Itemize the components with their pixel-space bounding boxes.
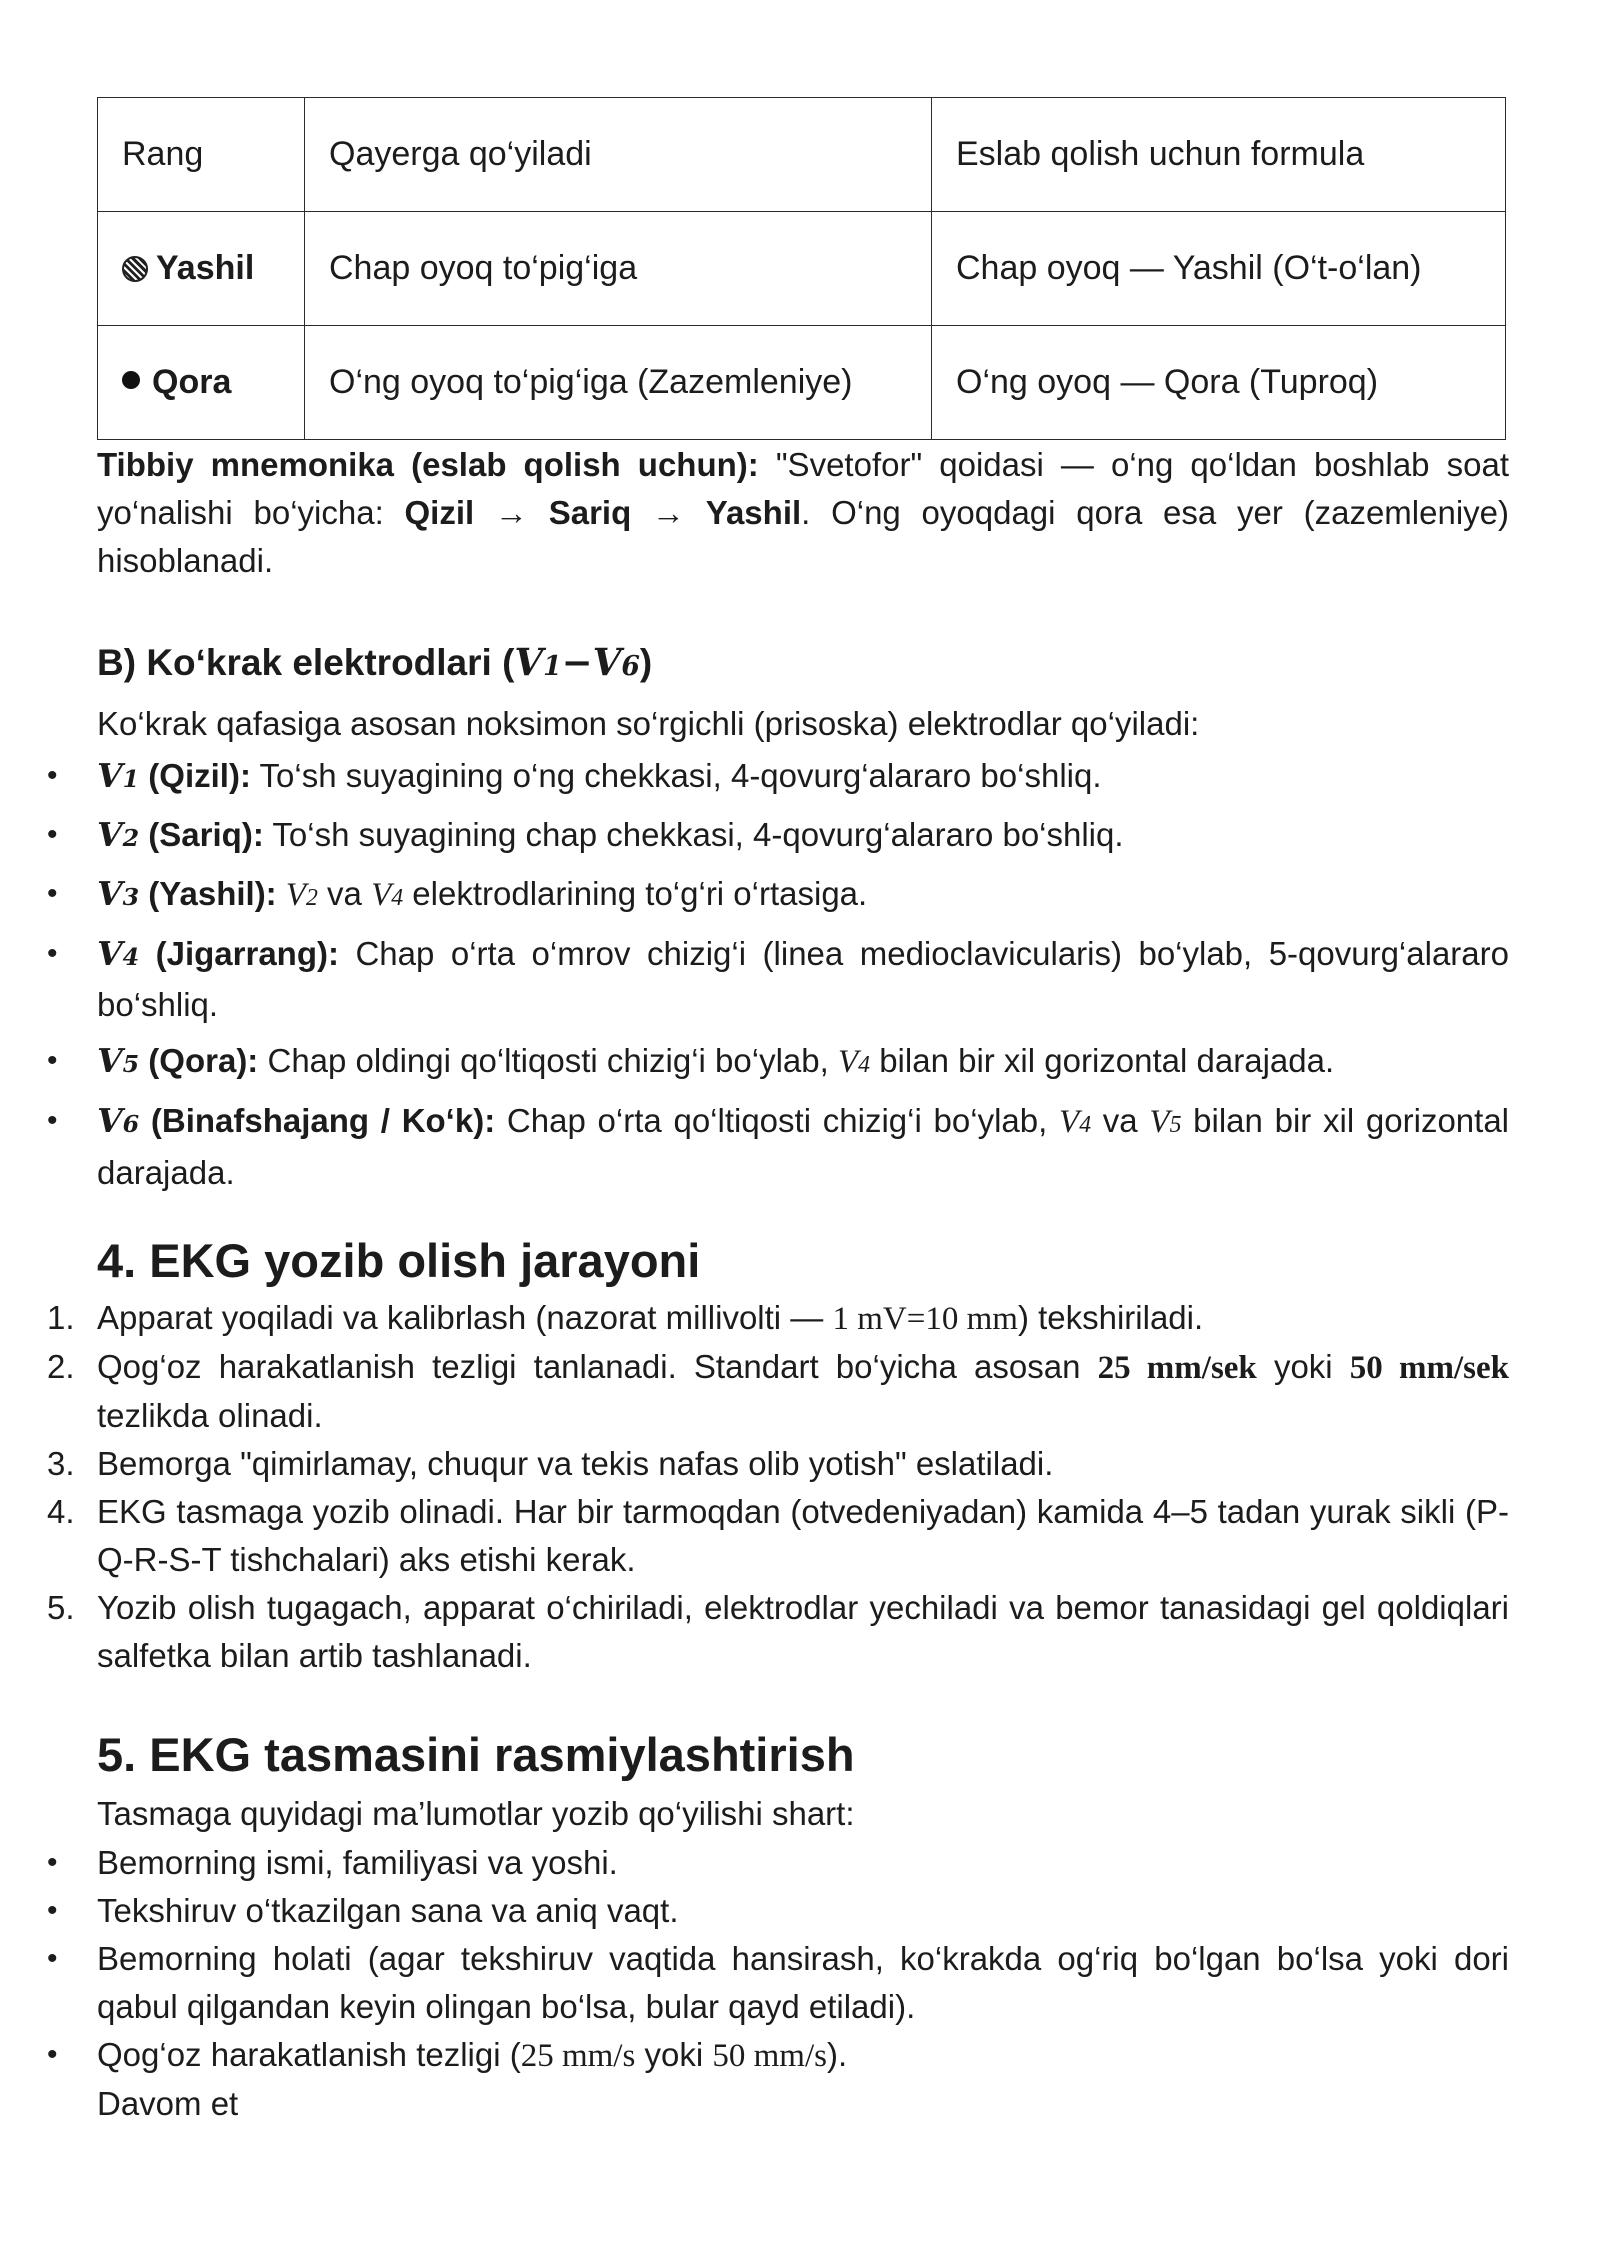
math-ref: V4: [837, 1044, 871, 1080]
tape-info-list: [97, 1839, 1509, 2080]
step-text: Qog‘oz harakatlanish tezligi tanlanadi. Standart bo‘yicha asosan: [97, 1348, 1098, 1385]
section-b-intro: Ko‘krak qafasiga asosan noksimon so‘rgichli (prisoska) elektrodlar qo‘yiladi:: [97, 705, 1200, 742]
list-item: [47, 1584, 1509, 1680]
electrode-symbol: [97, 1041, 139, 1080]
electrode-text: bilan bir xil gorizontal darajada.: [870, 1042, 1335, 1079]
mnemonic-label: Tibbiy mnemonika (eslab qolish uchun):: [97, 446, 759, 483]
hatched-circle-icon: [122, 256, 148, 282]
step-text: Yozib olish tugagach, apparat o‘chiriladi, elektrodlar yechiladi va bemor tanasidagi gel qoldiqlari salfetka bilan artib tashlanadi.: [97, 1589, 1509, 1674]
electrode-symbol: [97, 934, 139, 973]
heading-text: B) Ko‘krak elektrodlari (: [97, 642, 515, 683]
electrode-text: To‘sh suyagining o‘ng chekkasi, 4-qovurg‘alararo bo‘shliq.: [250, 757, 1102, 794]
list-item: [47, 1343, 1509, 1440]
electrode-symbol: [97, 756, 139, 795]
table-header-cell: Qayerga qo‘yiladi: [305, 98, 932, 212]
table-row: [98, 212, 1506, 326]
list-item: [97, 2031, 1509, 2080]
list-number: 1.: [47, 1299, 75, 1336]
math-ref: V4: [371, 877, 404, 913]
mnemonic-paragraph: [97, 441, 1509, 585]
heading-text: ): [639, 642, 653, 683]
step-text: Bemorga "qimirlamay, chuqur va tekis nafas olib yotish" eslatiladi.: [97, 1445, 1054, 1482]
math-v1: V1−V6: [514, 640, 640, 684]
electrode-text: elektrodlarining to‘g‘ri o‘rtasiga.: [403, 875, 868, 912]
math-ref: V5: [1149, 1104, 1182, 1140]
math-subscript: 5: [1169, 1112, 1182, 1138]
math-letter: V: [97, 1041, 123, 1080]
step-text: Apparat yoqiladi va kalibrlash (nazorat millivolti —: [97, 1299, 833, 1336]
list-item: [97, 870, 1509, 922]
list-item: [97, 1037, 1509, 1089]
list-item: [47, 1488, 1509, 1584]
math-subscript: 1: [122, 765, 140, 793]
list-item: [97, 930, 1509, 1029]
list-item: • Bemorning ismi, familiyasi va yoshi.: [97, 1839, 1509, 1887]
list-item: [97, 1097, 1509, 1197]
math-subscript: 6: [122, 1110, 140, 1138]
list-item: [97, 752, 1509, 803]
math-subscript: 3: [122, 883, 140, 911]
electrode-label: (Sariq):: [139, 816, 264, 853]
step-text: yoki: [1256, 1348, 1350, 1385]
table-header-cell: Rang: [98, 98, 305, 212]
section-5-intro: Tasmaga quyidagi ma’lumotlar yozib qo‘yilishi shart:: [97, 1795, 855, 1832]
mnemonic-text: "Svetofor" qoidasi — o‘ng qo‘ldan boshlab soat yo‘nalishi bo‘yicha:: [97, 446, 1509, 531]
electrode-text: va: [317, 875, 372, 912]
step-text: EKG tasmaga yozib olinadi. Har bir tarmoqdan (otvedeniyadan) kamida 4–5 tadan yurak sikli (P-Q-R-S-T tishchalari) aks etishi kerak.: [97, 1493, 1509, 1578]
math-expression: 50 mm/s: [712, 2038, 827, 2074]
math-expression: 1 mV=10 mm: [832, 1301, 1018, 1337]
list-number: 3.: [47, 1445, 75, 1482]
math-subscript: 5: [122, 1050, 140, 1078]
electrode-text: va: [1091, 1102, 1150, 1139]
math-expression: 25 mm/sek: [1097, 1350, 1257, 1386]
electrode-text: Chap o‘rta o‘mrov chizig‘i (linea medioclavicularis) bo‘ylab, 5-qovurg‘alararo bo‘shliq.: [97, 935, 1509, 1023]
list-item: • Tekshiruv o‘tkazilgan sana va aniq vaqt.: [97, 1887, 1509, 1935]
math-letter: V: [97, 815, 123, 854]
math-letter: V: [97, 874, 123, 913]
section-4-heading: 4. EKG yozib olish jarayoni: [97, 1234, 701, 1287]
list-number: 2.: [47, 1348, 75, 1385]
math-subscript: 2: [306, 885, 318, 911]
electrode-text: Chap oldingi qo‘ltiqosti chizig‘i bo‘ylab,: [258, 1042, 838, 1079]
list-item: [97, 811, 1509, 862]
electrode-label: (Qora):: [139, 1042, 259, 1079]
section-b-heading: [97, 640, 652, 684]
chest-electrode-list: [97, 752, 1509, 1197]
math-subscript: 2: [122, 824, 140, 852]
math-subscript: 4: [858, 1052, 871, 1078]
table-cell-where: Chap oyoq to‘pig‘iga: [305, 212, 932, 326]
table-cell-formula: O‘ng oyoq — Qora (Tuproq): [932, 326, 1506, 440]
list-number: 4.: [47, 1493, 75, 1530]
math-subscript: 4: [1079, 1112, 1092, 1138]
electrode-label: (Qizil):: [139, 757, 251, 794]
list-item: • Bemorning holati (agar tekshiruv vaqtida hansirash, ko‘krakda og‘riq bo‘lgan bo‘lsa yoki dori qabul qilgandan keyin olingan bo‘lsa, bular qayd etiladi).: [97, 1935, 1509, 2031]
recording-steps-list: [47, 1294, 1509, 1680]
electrode-text: Chap o‘rta qo‘ltiqosti chizig‘i bo‘ylab,: [495, 1102, 1060, 1139]
mnemonic-color: Qizil: [404, 494, 475, 531]
step-text: ) tekshiriladi.: [1017, 1299, 1204, 1336]
color-name: Qora: [152, 363, 232, 401]
table-cell-color: [98, 326, 305, 440]
electrode-text: To‘sh suyagining chap chekkasi, 4-qovurg‘alararo bo‘shliq.: [263, 816, 1124, 853]
electrode-symbol: [97, 1101, 139, 1140]
table-header-cell: Eslab qolish uchun formula: [932, 98, 1506, 212]
mnemonic-color: Sariq: [548, 494, 632, 531]
electrode-symbol: [97, 815, 139, 854]
color-name: Yashil: [156, 249, 255, 287]
arrow-icon: →: [631, 494, 706, 531]
math-letter: V: [97, 934, 123, 973]
list-item: [47, 1294, 1509, 1343]
mnemonic-text: . O‘ng oyoqdagi qora esa yer (zazemleniye) hisoblanadi.: [97, 494, 1509, 579]
item-text: Qog‘oz harakatlanish tezligi (: [97, 2036, 521, 2073]
electrode-symbol: [97, 874, 139, 913]
table-row: [98, 326, 1506, 440]
math-letter: V: [97, 1101, 123, 1140]
math-subscript: 4: [391, 885, 404, 911]
math-ref: V2: [285, 877, 318, 913]
math-subscript: 4: [122, 943, 140, 971]
table-cell-formula: Chap oyoq — Yashil (O‘t-o‘lan): [932, 212, 1506, 326]
math-expression: 25 mm/s: [520, 2038, 636, 2074]
electrode-color-table: [97, 97, 1506, 440]
item-text: ).: [826, 2036, 848, 2073]
math-letter: V: [97, 756, 123, 795]
math-ref: V4: [1059, 1104, 1092, 1140]
continue-text: Davom et: [97, 2085, 239, 2122]
mnemonic-color: Yashil: [705, 494, 802, 531]
electrode-label: (Binafshajang / Ko‘k):: [139, 1102, 496, 1139]
list-item: [47, 1440, 1509, 1488]
table-cell-where: O‘ng oyoq to‘pig‘iga (Zazemleniye): [305, 326, 932, 440]
black-circle-icon: [122, 371, 140, 389]
item-text: yoki: [635, 2036, 713, 2073]
math-expression: 50 mm/sek: [1349, 1350, 1509, 1386]
table-header-row: [98, 98, 1506, 212]
electrode-label: (Yashil):: [139, 875, 277, 912]
section-5-heading: 5. EKG tasmasini rasmiylashtirish: [97, 1728, 855, 1781]
table-cell-color: [98, 212, 305, 326]
arrow-icon: →: [474, 494, 549, 531]
electrode-label: (Jigarrang):: [139, 935, 339, 972]
electrode-text: bilan bir xil gorizontal darajada.: [97, 1102, 1510, 1191]
list-number: 5.: [47, 1589, 75, 1626]
step-text: tezlikda olinadi.: [97, 1397, 323, 1434]
